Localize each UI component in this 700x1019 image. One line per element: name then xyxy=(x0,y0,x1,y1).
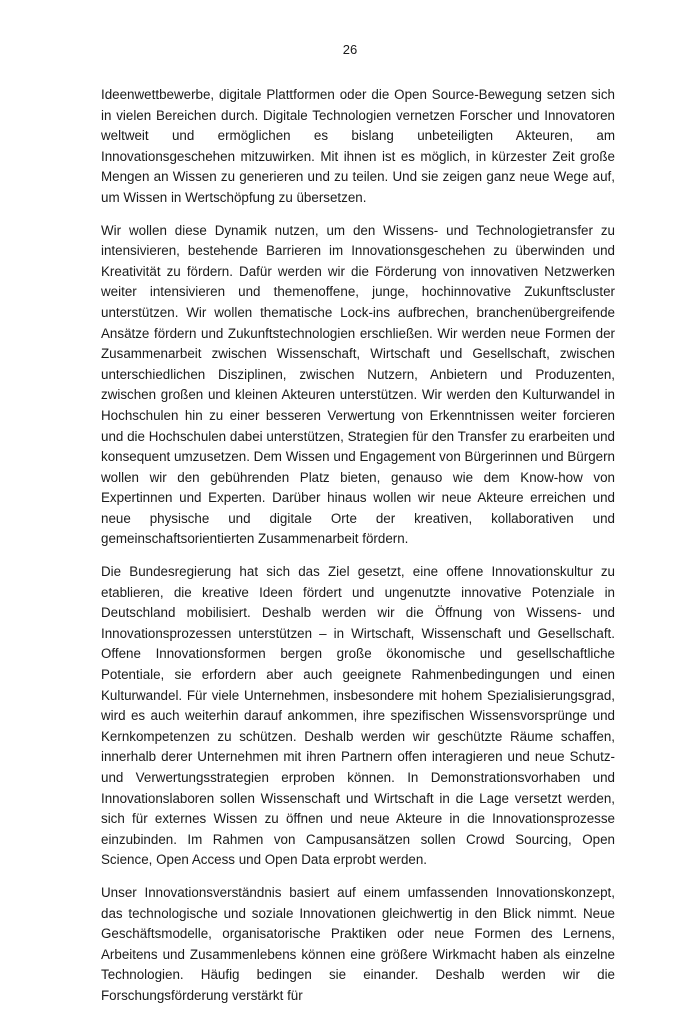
paragraph-3: Die Bundesregierung hat sich das Ziel gesetzt, eine offene Innovationskultur zu etablieren, die kreative Ideen fördert und ungenutzte innovative Potenziale in Deutschland mobilisiert. Deshalb werden wir die Öffnung von Wissens- und Innovationsprozessen unterstützen – in Wirtschaft, Wissenschaft und Gesellschaft. Offene Innovationsformen bergen große ökonomische und gesellschaftliche Potentiale, sie erfordern aber auch geeignete Rahmenbedingungen und einen Kulturwandel. Für viele Unternehmen, insbesondere mit hohem Spezialisierungsgrad, wird es auch weiterhin darauf ankommen, ihre spezifischen Wissensvorsprünge und Kernkompetenzen zu schützen. Deshalb werden wir geschützte Räume schaffen, innerhalb derer Unternehmen mit ihren Partnern offen interagieren und neue Schutz- und Verwertungsstrategien erproben können. In Demonstrationsvorhaben und Innovationslaboren sollen Wissenschaft und Wirtschaft in die Lage versetzt werden, sich für externes Wissen zu öffnen und neue Akteure in die Innovationsprozesse einzubinden. Im Rahmen von Campusansätzen sollen Crowd Sourcing, Open Science, Open Access und Open Data erprobt werden. xyxy=(101,564,615,868)
paragraph-4: Unser Innovationsverständnis basiert auf einem umfassenden Innovationskonzept, das technologische und soziale Innovationen gleichwertig in den Blick nimmt. Neue Geschäftsmodelle, organisatorische Praktiken oder neue Formen des Lernens, Arbeitens und Zusammenlebens können eine größere Wirkmacht haben als einzelne Technologien. Häufig bedingen sie einander. Deshalb werden wir die Forschungsförderung verstärkt für xyxy=(101,884,615,1003)
body-text xyxy=(101,85,615,1019)
page-number: 26 xyxy=(342,42,358,57)
paragraph-1: Ideenwettbewerbe, digitale Plattformen oder die Open Source-Bewegung setzen sich in vielen Bereichen durch. Digitale Technologien vernetzen Forscher und Innovatoren weltweit und ermöglichen es bislang unbeteiligten Akteuren, am Innovationsgeschehen mitzuwirken. Mit ihnen ist es möglich, in kürzester Zeit große Mengen an Wissen zu generieren und zu teilen. Und sie zeigen ganz neue Wege auf, um Wissen in Wertschöpfung zu übersetzen. xyxy=(101,87,615,205)
paragraph-2: Wir wollen diese Dynamik nutzen, um den Wissens- und Technologietransfer zu intensivieren, bestehende Barrieren im Innovationsgeschehen zu überwinden und Kreativität zu fördern. Dafür werden wir die Förderung von innovativen Netzwerken weiter intensivieren und themenoffene, junge, hochinnovative Zukunftscluster unterstützen. Wir wollen thematische Lock-ins aufbrechen, branchenübergreifende Ansätze fördern und Zukunftstechnologien erschließen. Wir werden neue Formen der Zusammenarbeit zwischen Wissenschaft, Wirtschaft und Gesellschaft, zwischen unterschiedlichen Disziplinen, zwischen Nutzern, Anbietern und Produzenten, zwischen großen und kleinen Akteuren unterstützen. Wir werden den Kulturwandel in Hochschulen hin zu einer besseren Verwertung von Erkenntnissen weiter forcieren und die Hochschulen dabei unterstützen, Strategien für den Transfer zu erarbeiten und konsequent umzusetzen. Dem Wissen und Engagement von Bürgerinnen und Bürgern wollen wir den gebührenden Platz bieten, genauso wie dem Know-how von Expertinnen und Experten. Darüber hinaus wollen wir neue Akteure erreichen und neue physische und digitale Orte der kreativen, kollaborativen und gemeinschaftsorientierten Zusammenarbeit fördern. xyxy=(101,222,615,547)
